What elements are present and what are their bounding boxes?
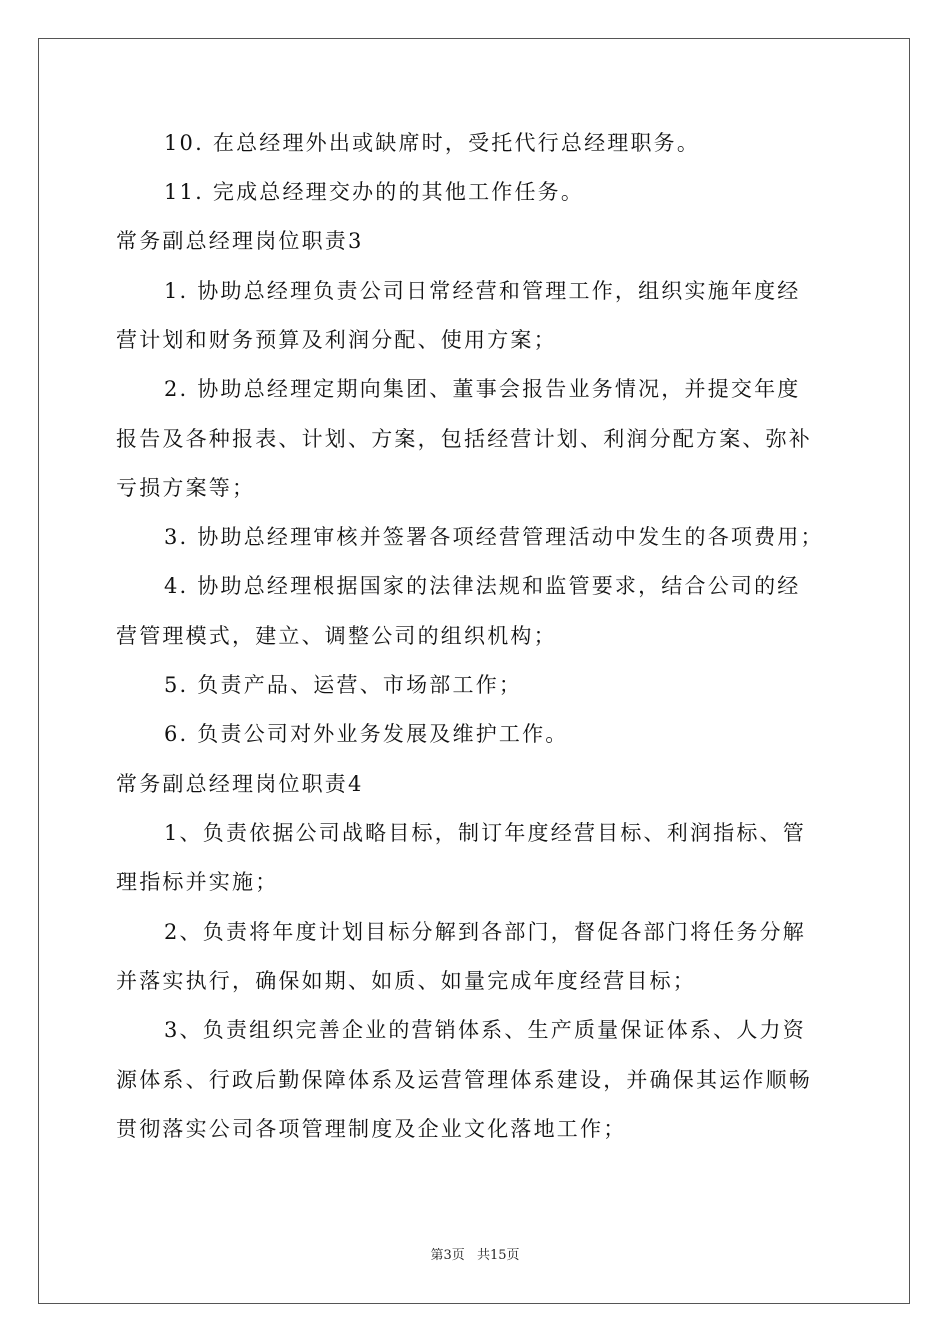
text-line: 亏损方案等； <box>116 476 256 500</box>
text-line: 10. 在总经理外出或缺席时，受托代行总经理职务。 <box>164 131 701 155</box>
page-number: 第3页 <box>430 1248 465 1263</box>
text-line: 4. 协助总经理根据国家的法律法规和监管要求，结合公司的经 <box>164 574 801 598</box>
text-line: 6. 负责公司对外业务发展及维护工作。 <box>164 722 569 746</box>
text-line: 1. 协助总经理负责公司日常经营和管理工作，组织实施年度经 <box>164 279 801 303</box>
text-line: 1、负责依据公司战略目标，制订年度经营目标、利润指标、管 <box>164 821 806 845</box>
section-heading: 常务副总经理岗位职责3 <box>116 229 364 253</box>
section-heading: 常务副总经理岗位职责4 <box>116 772 364 796</box>
text-line: 3、负责组织完善企业的营销体系、生产质量保证体系、人力资 <box>164 1018 806 1042</box>
text-line: 5. 负责产品、运营、市场部工作； <box>164 673 523 697</box>
text-line: 报告及各种报表、计划、方案，包括经营计划、利润分配方案、弥补 <box>116 427 812 451</box>
page-total: 共15页 <box>476 1248 520 1263</box>
text-line: 3. 协助总经理审核并签署各项经营管理活动中发生的各项费用； <box>164 525 824 549</box>
text-line: 2. 协助总经理定期向集团、董事会报告业务情况，并提交年度 <box>164 377 801 401</box>
text-line: 11. 完成总经理交办的的其他工作任务。 <box>164 180 585 204</box>
text-line: 源体系、行政后勤保障体系及运营管理体系建设，并确保其运作顺畅 <box>116 1068 812 1092</box>
text-line: 并落实执行，确保如期、如质、如量完成年度经营目标； <box>116 969 696 993</box>
text-line: 贯彻落实公司各项管理制度及企业文化落地工作； <box>116 1117 627 1141</box>
page-footer <box>0 1247 950 1265</box>
text-line: 理指标并实施； <box>116 870 279 894</box>
text-line: 2、负责将年度计划目标分解到各部门，督促各部门将任务分解 <box>164 920 806 944</box>
text-line: 营计划和财务预算及利润分配、使用方案； <box>116 328 557 352</box>
text-line: 营管理模式，建立、调整公司的组织机构； <box>116 624 557 648</box>
